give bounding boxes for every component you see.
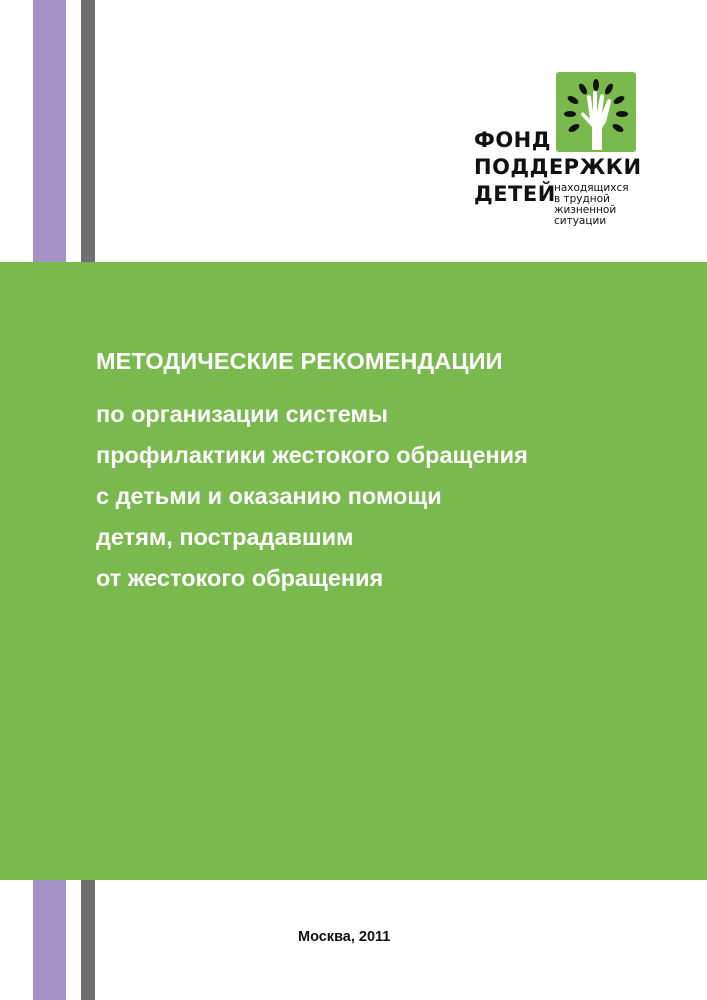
foundation-logo	[474, 72, 654, 242]
logo-subtitle-line: в трудной	[554, 193, 610, 205]
gray-stripe-top	[81, 0, 95, 262]
purple-stripe-bottom	[33, 880, 66, 1000]
logo-subtitle	[554, 183, 629, 227]
subtitle-line: по организации системы	[96, 401, 388, 427]
document-subtitle	[96, 394, 528, 599]
gray-stripe-bottom	[81, 880, 95, 1000]
logo-subtitle-line: жизненной	[554, 204, 617, 216]
subtitle-line: с детьми и оказанию помощи	[96, 483, 442, 509]
subtitle-line: профилактики жестокого обращения	[96, 442, 528, 468]
publication-place-year: Москва, 2011	[298, 929, 391, 945]
hand-tree-icon	[556, 72, 636, 152]
logo-word-fond: ФОНД	[474, 128, 551, 152]
document-title: МЕТОДИЧЕСКИЕ РЕКОМЕНДАЦИИ	[96, 348, 503, 374]
purple-stripe-top	[33, 0, 66, 262]
logo-word-podderzhki: ПОДДЕРЖКИ	[474, 155, 642, 179]
subtitle-line: от жестокого обращения	[96, 565, 384, 591]
logo-subtitle-line: находящихся	[554, 182, 629, 194]
subtitle-line: детям, пострадавшим	[96, 524, 354, 550]
logo-subtitle-line: ситуации	[554, 215, 607, 227]
logo-word-detey: ДЕТЕЙ	[474, 182, 556, 206]
